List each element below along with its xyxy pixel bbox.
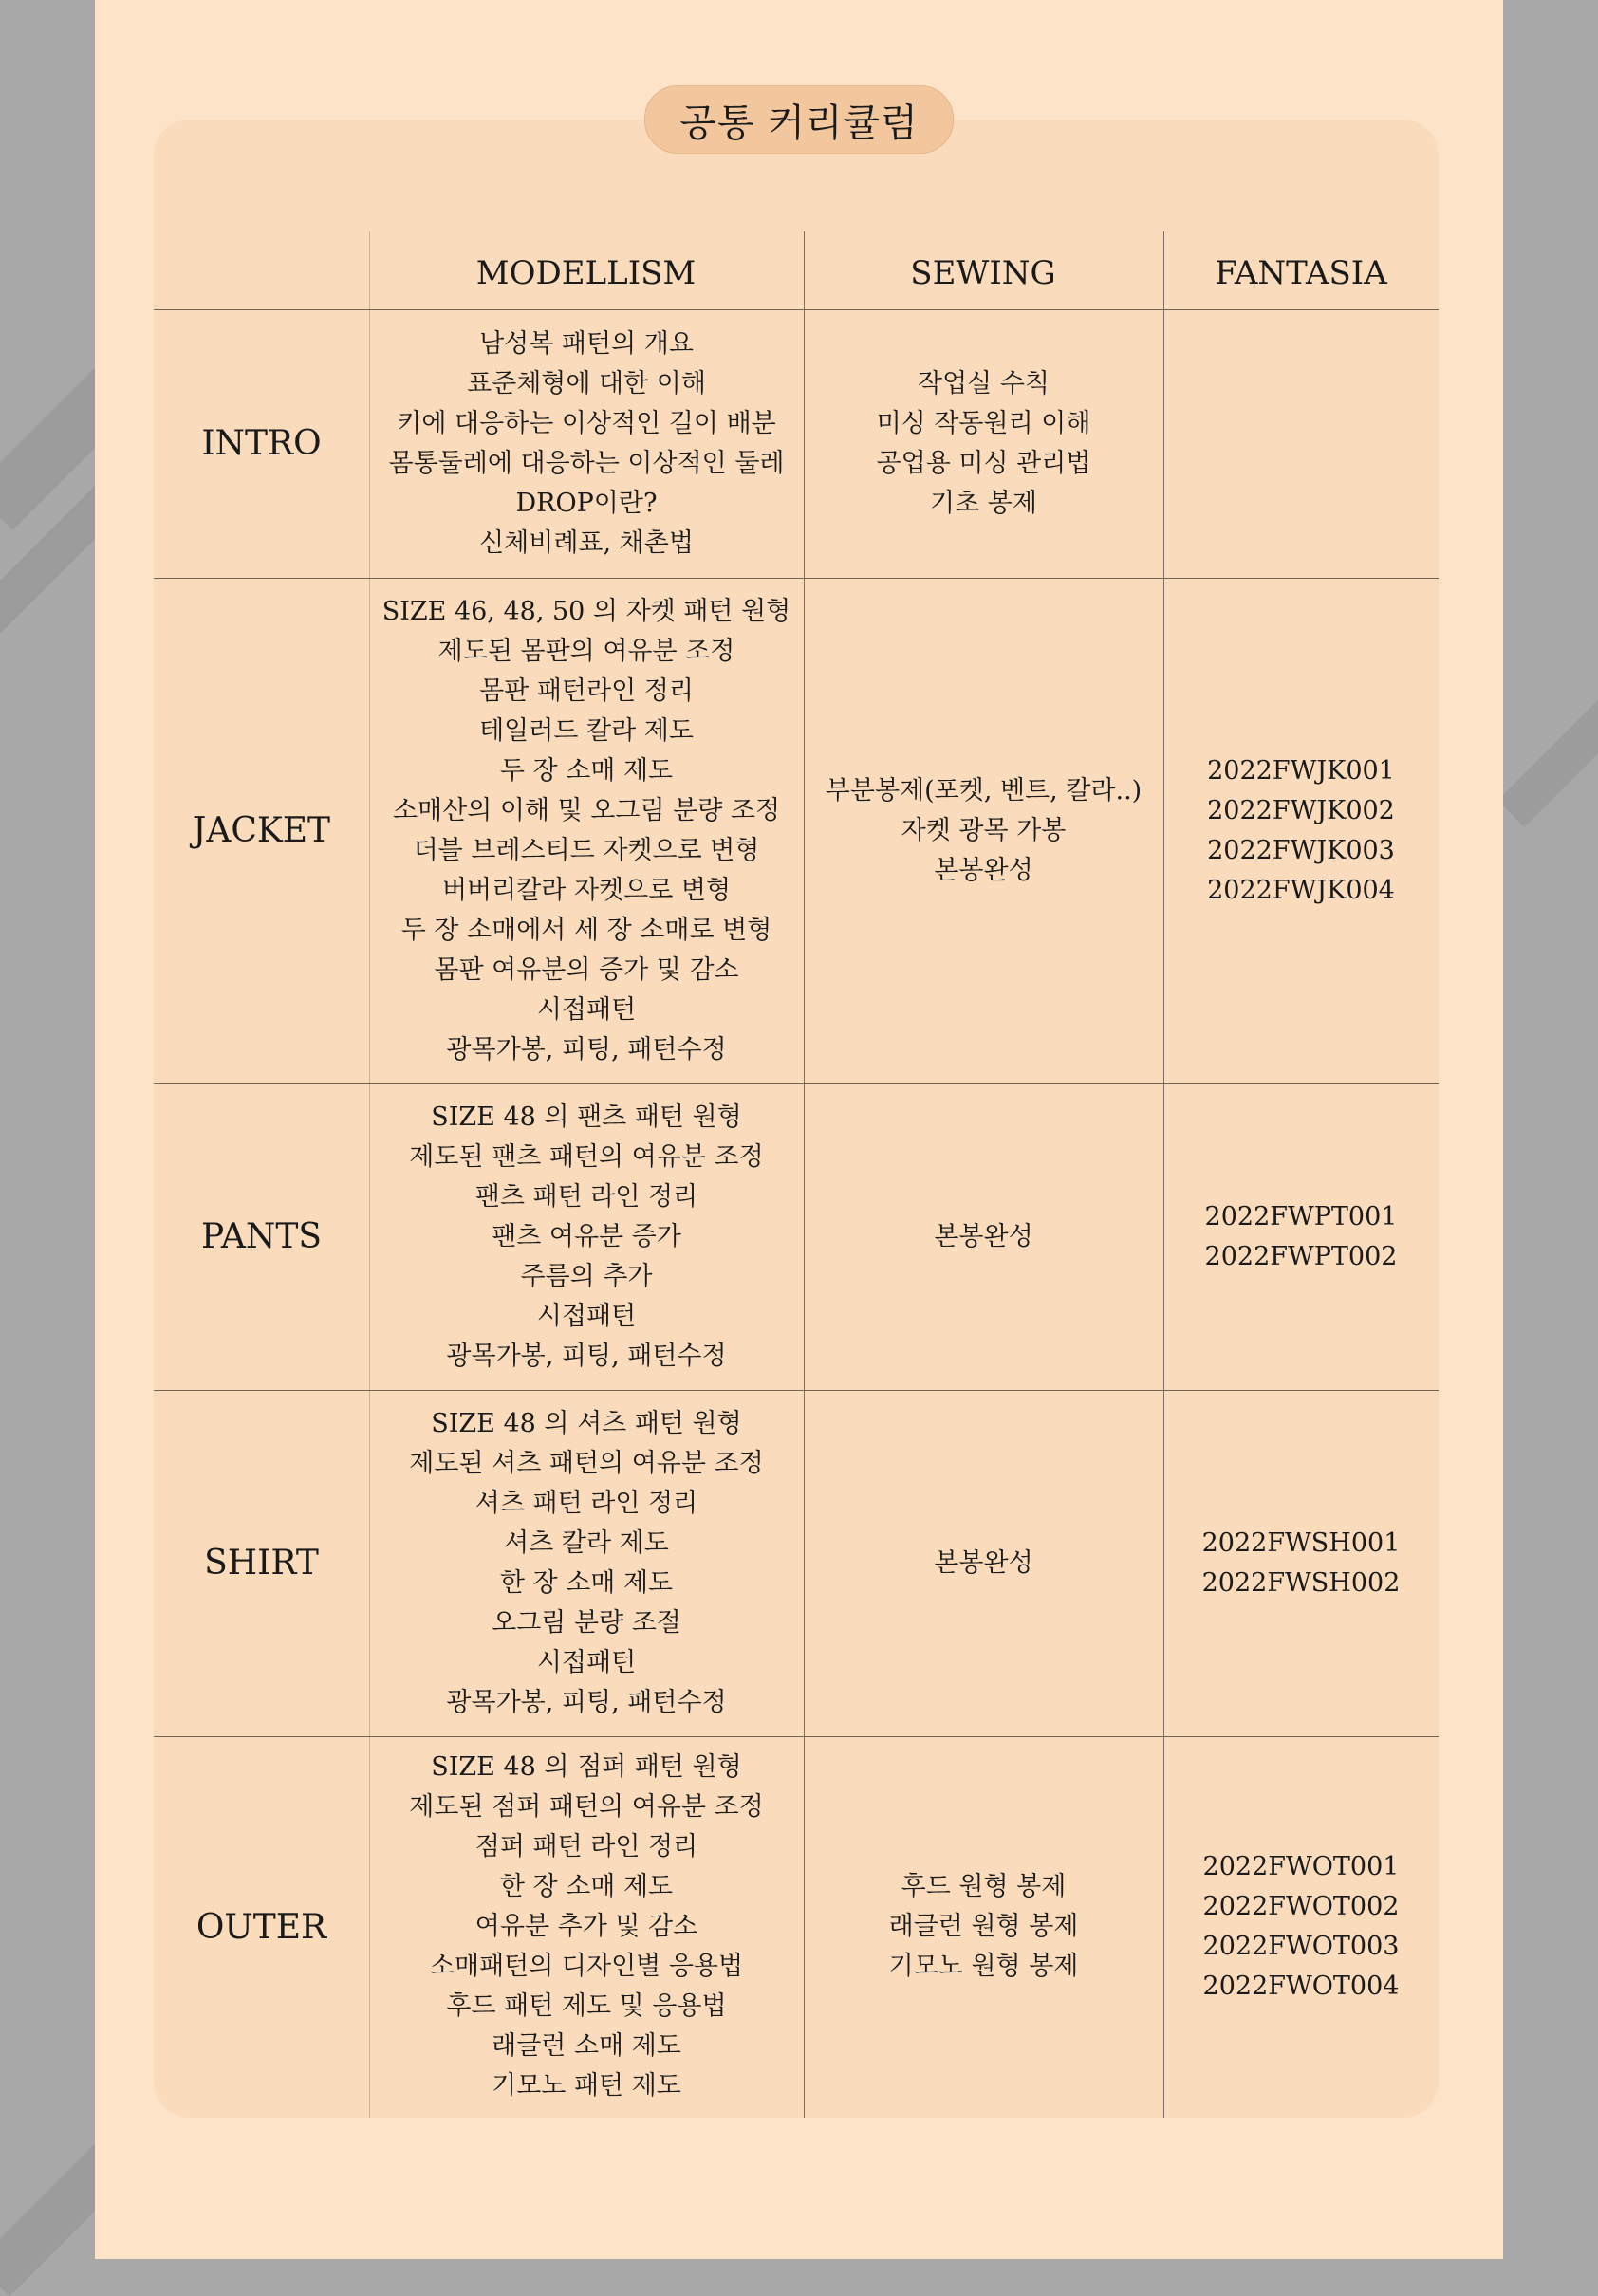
modellism-item: 소매패턴의 디자인별 응용법 xyxy=(429,1952,744,1981)
sewing-item: 기초 봉제 xyxy=(930,488,1037,518)
row-label: INTRO xyxy=(201,424,322,463)
modellism-item: 시접패턴 xyxy=(536,1301,637,1331)
fantasia-cell xyxy=(1163,1083,1439,1390)
modellism-item: 신체비례표, 채촌법 xyxy=(479,528,694,558)
sewing-cell xyxy=(804,309,1163,578)
row-label: OUTER xyxy=(195,1907,327,1947)
modellism-item: SIZE 48 의 팬츠 패턴 원형 xyxy=(431,1102,742,1132)
modellism-item: 광목가봉, 피팅, 패턴수정 xyxy=(446,1687,727,1717)
sewing-item: 후드 원형 봉제 xyxy=(901,1872,1067,1901)
sewing-item: 미싱 작동원리 이해 xyxy=(876,408,1091,438)
modellism-item: 소매산의 이해 및 오그림 분량 조정 xyxy=(392,795,781,825)
fantasia-item: 2022FWOT002 xyxy=(1202,1892,1400,1921)
modellism-item: 셔츠 칼라 제도 xyxy=(504,1528,669,1558)
row-label: SHIRT xyxy=(204,1544,319,1583)
modellism-item: 오그림 분량 조절 xyxy=(492,1607,681,1638)
modellism-item: 후드 패턴 제도 및 응용법 xyxy=(446,1991,727,2021)
modellism-item: 제도된 몸판의 여유분 조정 xyxy=(437,636,735,666)
sewing-cell xyxy=(804,578,1163,1083)
sewing-cell xyxy=(804,1083,1163,1390)
fantasia-item: 2022FWSH002 xyxy=(1201,1567,1401,1598)
modellism-cell xyxy=(369,1390,804,1736)
sewing-item: 자켓 광목 가봉 xyxy=(901,815,1067,845)
fantasia-item: 2022FWOT001 xyxy=(1202,1852,1400,1881)
fantasia-cell xyxy=(1163,578,1439,1083)
page-title: 공통 커리큘럼 xyxy=(644,85,954,154)
header-sewing: SEWING xyxy=(910,254,1056,292)
modellism-item: 점퍼 패턴 라인 정리 xyxy=(474,1832,698,1861)
fantasia-item: 2022FWJK001 xyxy=(1207,755,1395,786)
modellism-item: 키에 대응하는 이상적인 길이 배분 xyxy=(397,408,776,438)
modellism-item: 여유분 추가 및 감소 xyxy=(474,1912,698,1941)
header-modellism: MODELLISM xyxy=(475,254,697,292)
fantasia-cell xyxy=(1163,1390,1439,1736)
sewing-item: 본봉완성 xyxy=(934,855,1033,885)
curriculum-table xyxy=(154,120,1439,2118)
sewing-item: 작업실 수칙 xyxy=(918,368,1050,398)
modellism-item: 광목가봉, 피팅, 패턴수정 xyxy=(446,1341,727,1371)
modellism-item: SIZE 48 의 셔츠 패턴 원형 xyxy=(431,1408,742,1438)
sewing-cell xyxy=(804,1390,1163,1736)
modellism-cell xyxy=(369,1083,804,1390)
modellism-item: 버버리칼라 자켓으로 변형 xyxy=(441,875,732,905)
modellism-item: 몸통둘레에 대응하는 이상적인 둘레 xyxy=(388,448,785,478)
sewing-item: 부분봉제(포켓, 벤트, 칼라..) xyxy=(825,775,1143,805)
sewing-item: 본봉완성 xyxy=(934,1221,1033,1251)
sewing-item: 본봉완성 xyxy=(934,1547,1033,1578)
modellism-cell xyxy=(369,1736,804,2118)
fantasia-item: 2022FWJK002 xyxy=(1207,795,1395,825)
fantasia-item: 2022FWPT002 xyxy=(1204,1241,1398,1271)
modellism-item: 기모노 패턴 제도 xyxy=(492,2071,681,2101)
fantasia-item: 2022FWPT001 xyxy=(1204,1201,1398,1231)
modellism-item: 더블 브레스티드 자켓으로 변형 xyxy=(413,835,760,865)
modellism-item: 시접패턴 xyxy=(536,994,637,1025)
fantasia-item: 2022FWOT003 xyxy=(1202,1932,1400,1961)
modellism-item: 남성복 패턴의 개요 xyxy=(479,328,694,359)
document-page xyxy=(95,0,1503,2259)
modellism-item: 두 장 소매에서 세 장 소매로 변형 xyxy=(400,915,772,945)
modellism-item: SIZE 48 의 점퍼 패턴 원형 xyxy=(431,1752,742,1782)
modellism-item: 팬츠 여유분 증가 xyxy=(492,1221,681,1251)
modellism-item: 두 장 소매 제도 xyxy=(499,755,674,786)
modellism-item: DROP이란? xyxy=(515,488,658,518)
modellism-item: 표준체형에 대한 이해 xyxy=(467,368,706,398)
row-label: PANTS xyxy=(200,1217,323,1256)
sewing-cell xyxy=(804,1736,1163,2118)
modellism-item: 제도된 팬츠 패턴의 여유분 조정 xyxy=(409,1141,764,1172)
modellism-item: 테일러드 칼라 제도 xyxy=(479,715,694,746)
header-fantasia: FANTASIA xyxy=(1215,254,1387,292)
modellism-cell xyxy=(369,309,804,578)
sewing-item: 기모노 원형 봉제 xyxy=(888,1952,1079,1981)
background-stripe xyxy=(1497,653,1598,827)
fantasia-item: 2022FWSH001 xyxy=(1201,1528,1401,1558)
fantasia-item: 2022FWOT004 xyxy=(1202,1972,1400,2001)
modellism-item: SIZE 46, 48, 50 의 자켓 패턴 원형 xyxy=(381,596,791,626)
modellism-item: 한 장 소매 제도 xyxy=(499,1872,674,1901)
modellism-item: 셔츠 패턴 라인 정리 xyxy=(474,1488,698,1518)
modellism-item: 팬츠 패턴 라인 정리 xyxy=(474,1181,698,1212)
row-label: JACKET xyxy=(192,811,331,850)
sewing-item: 공업용 미싱 관리법 xyxy=(876,448,1091,478)
fantasia-cell xyxy=(1163,309,1439,578)
fantasia-item: 2022FWJK003 xyxy=(1207,835,1395,865)
modellism-item: 제도된 셔츠 패턴의 여유분 조정 xyxy=(409,1448,764,1478)
modellism-item: 래글런 소매 제도 xyxy=(492,2031,681,2061)
modellism-item: 몸판 여유분의 증가 및 감소 xyxy=(434,954,739,985)
modellism-item: 광목가봉, 피팅, 패턴수정 xyxy=(446,1034,727,1065)
modellism-item: 주름의 추가 xyxy=(520,1261,653,1291)
modellism-item: 시접패턴 xyxy=(536,1647,637,1677)
modellism-item: 몸판 패턴라인 정리 xyxy=(479,676,694,706)
modellism-item: 한 장 소매 제도 xyxy=(499,1567,674,1598)
fantasia-cell xyxy=(1163,1736,1439,2118)
sewing-item: 래글런 원형 봉제 xyxy=(888,1912,1079,1941)
fantasia-item: 2022FWJK004 xyxy=(1207,875,1395,905)
modellism-cell xyxy=(369,578,804,1083)
modellism-item: 제도된 점퍼 패턴의 여유분 조정 xyxy=(409,1792,764,1822)
